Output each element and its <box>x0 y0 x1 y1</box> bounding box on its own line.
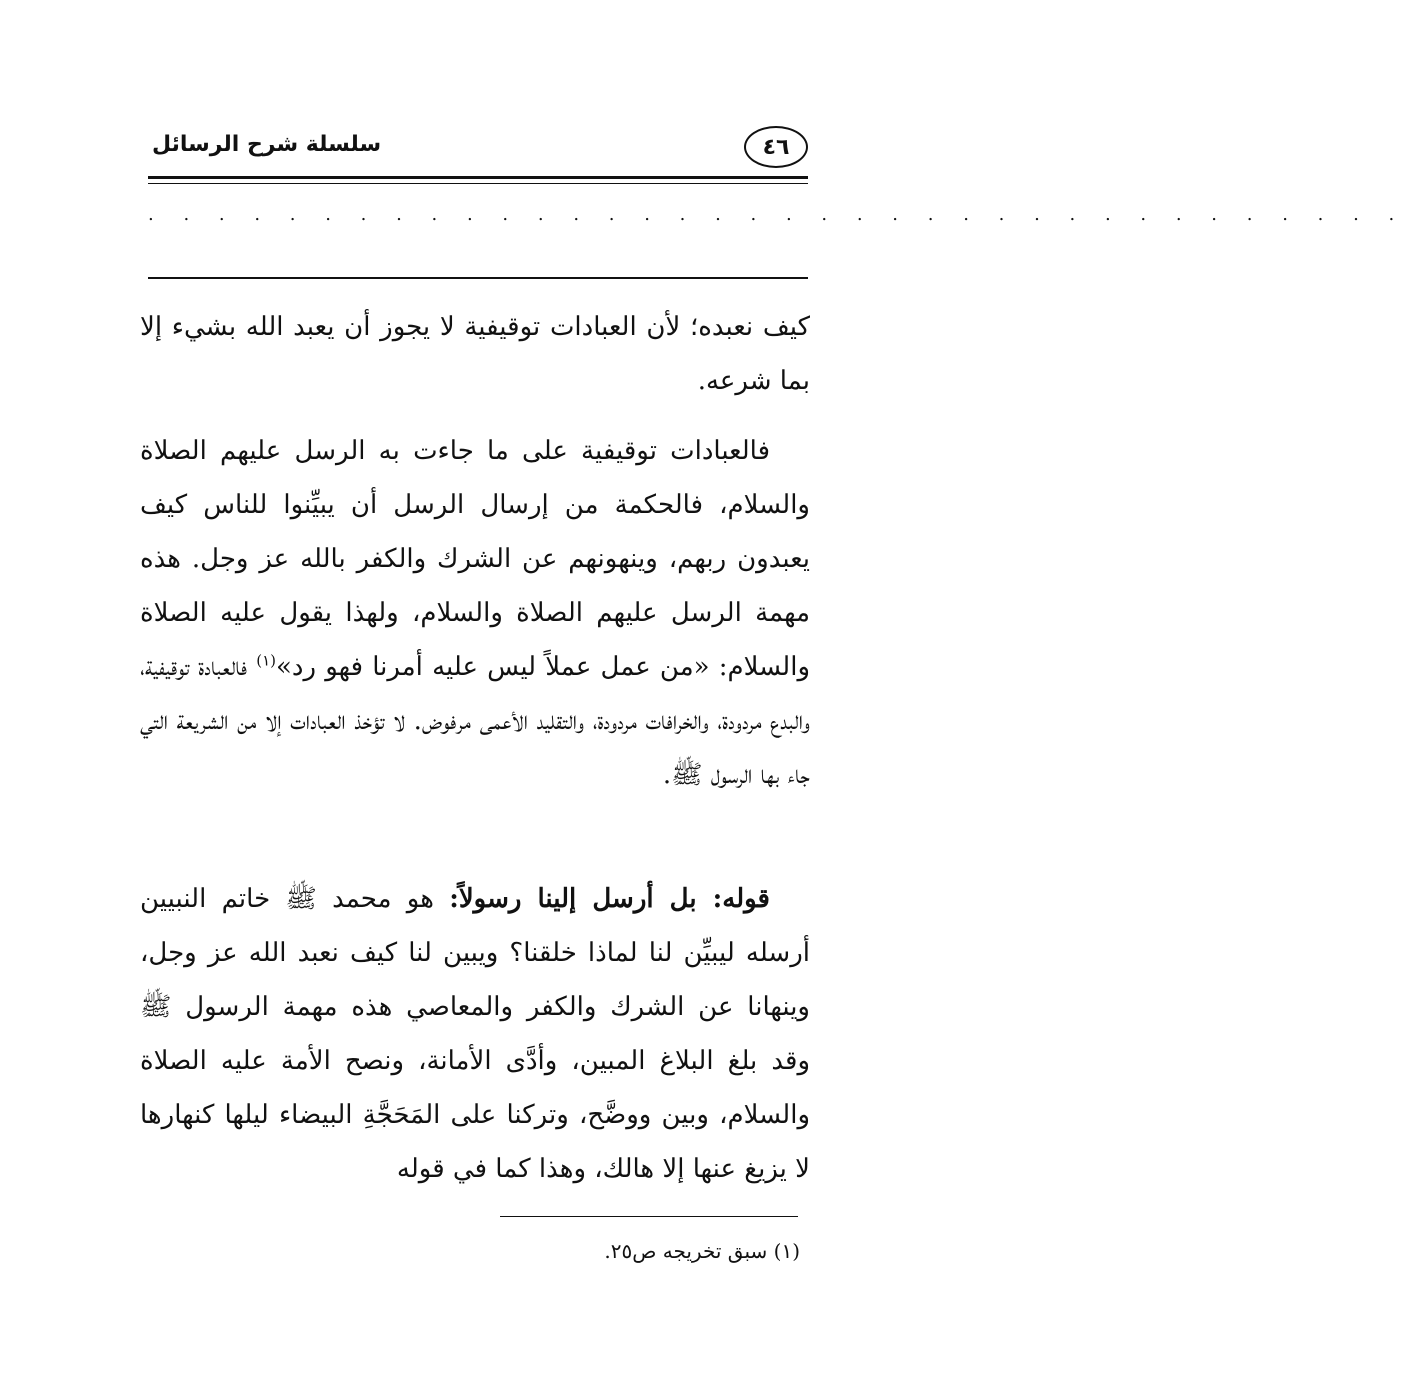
footnote-reference: (١) <box>256 651 276 670</box>
paragraph-1-text: كيف نعبده؛ لأن العبادات توقيفية لا يجوز أن يعبد الله بشيء إلا بما شرعه. <box>140 312 810 396</box>
page-number <box>744 126 808 168</box>
footnote-text: سبق تخريجه ص٢٥. <box>604 1239 768 1263</box>
paragraph-3-text <box>140 872 810 1196</box>
paragraph-2-part-1: فالعبادات توقيفية على ما جاءت به الرسل عليهم الصلاة والسلام، فالحكمة من إرسال الرسل أن يبيِّنوا للناس كيف يعبدون ربهم، وينهونهم عن الشرك والكفر بالله عز وجل. هذه مهمة الرسل عليهم الصلاة والسلام، ولهذا يقول عليه الصلاة والسلام: «من عمل عملاً ليس عليه أمرنا فهو رد» <box>140 436 811 682</box>
paragraph-2 <box>140 424 810 802</box>
paragraph-3 <box>140 872 810 1196</box>
paragraph-2-part-2: فالعبادة توقيفية، والبدع مردودة، والخرافات مردودة، والتقليد الأعمى مرفوض. لا تؤخذ العبادات إلا من الشريعة التي جاء بها الرسول ﷺ. <box>140 652 810 790</box>
series-title: سلسلة شرح الرسائل <box>152 132 382 157</box>
separator-rule <box>148 277 808 279</box>
paragraph-1 <box>140 300 810 408</box>
header-rule-thick <box>148 176 808 179</box>
footnote-rule <box>500 1216 798 1217</box>
paragraph-3-lead: قوله: بل أرسل إلينا رسولاً: <box>449 884 770 914</box>
paragraph-2-text <box>140 424 810 802</box>
footnote-marker: (١) <box>773 1239 800 1263</box>
footnote <box>440 1236 800 1266</box>
page-number-text: ٤٦ <box>762 134 790 160</box>
header-rule-thin <box>148 183 808 184</box>
page-header <box>148 120 808 176</box>
dotted-separator: . . . . . . . . . . . . . . . . . . . . . . . . . . . . . . . . . . . . <box>148 204 1406 225</box>
paragraph-3-body: هو محمد ﷺ خاتم النبيين أرسله ليبيِّن لنا لماذا خلقنا؟ ويبين لنا كيف نعبد الله عز وجل، وينهانا عن الشرك والكفر والمعاصي هذه مهمة الرسول ﷺ وقد بلغ البلاغ المبين، وأدَّى الأمانة، ونصح الأمة عليه الصلاة والسلام، وبين ووضَّح، وتركنا على المَحَجَّةِ البيضاء ليلها كنهارها لا يزيغ عنها إلا هالك، وهذا كما في قوله <box>140 884 810 1184</box>
